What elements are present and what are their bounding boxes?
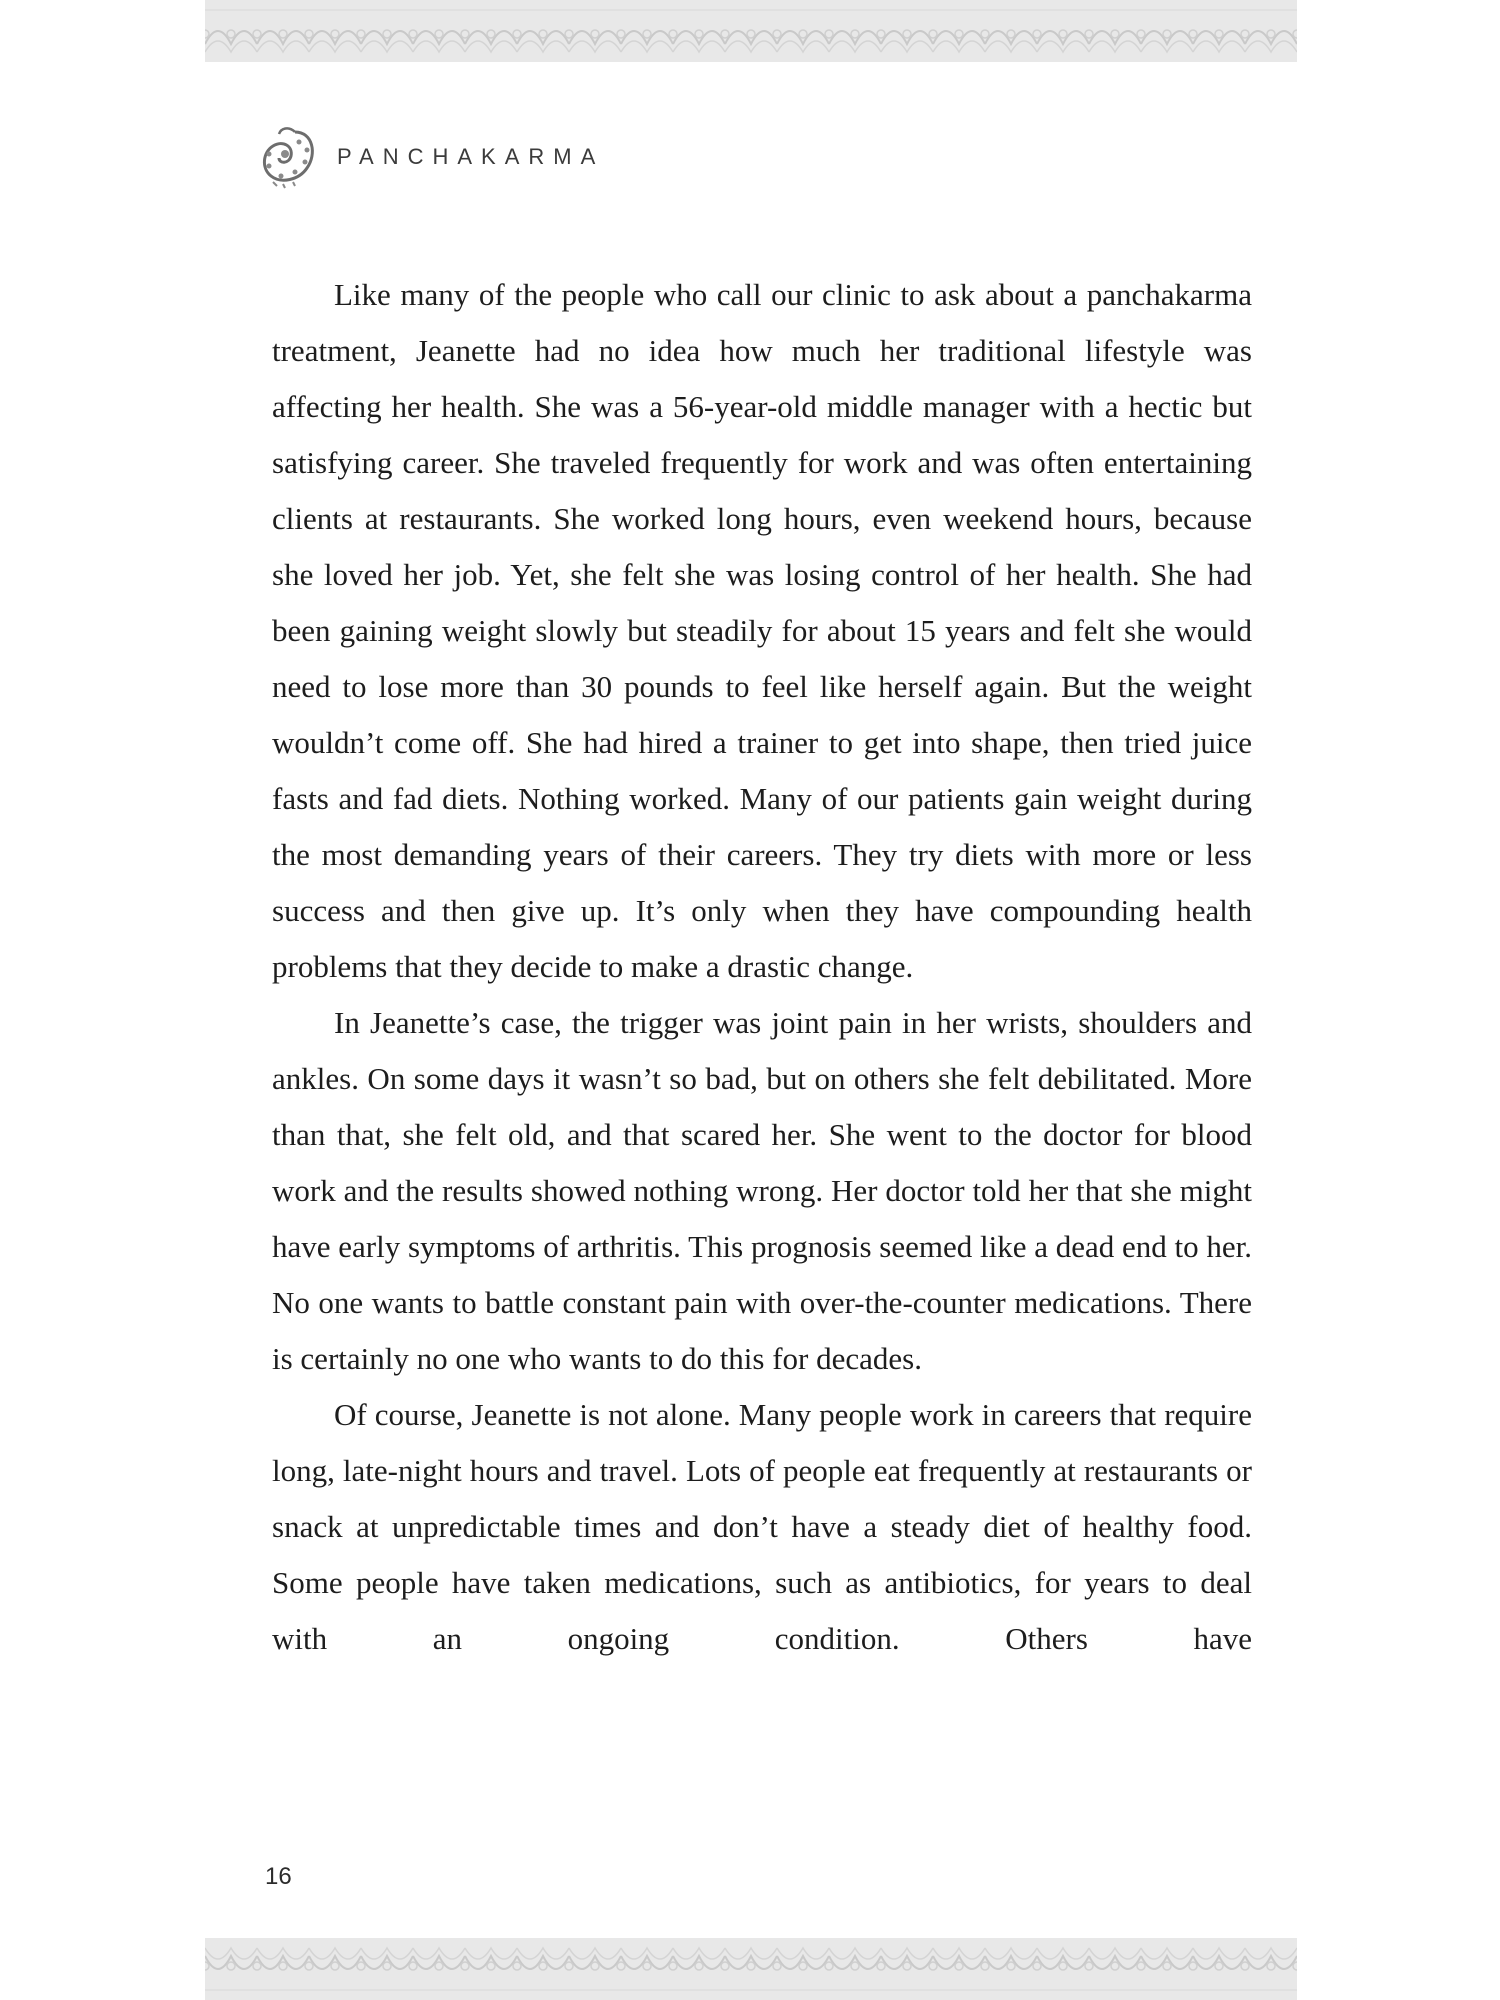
running-head [255,122,604,192]
book-page [205,0,1297,2000]
bottom-lace-border [205,1938,1297,2000]
paragraph: In Jeanette’s case, the trigger was joint pain in her wrists, shoulders and ankles. On some days it wasn’t so bad, but on others she felt debilitated. More than that, she felt old, and that scared her. She went to the doctor for blood work and the results showed nothing wrong. Her doctor told her that she might have early symptoms of arthritis. This prognosis seemed like a dead end to her. No one wants to battle constant pain with over-the-counter medications. There is certainly no one who wants to do this for decades. [272,1005,1253,1376]
top-lace-border [205,0,1297,62]
paisley-ornament-icon [255,124,321,190]
running-title: PANCHAKARMA [337,144,605,169]
paragraph: Like many of the people who call our clinic to ask about a panchakarma treatment, Jeanette had no idea how much her traditional lifestyle was affecting her health. She was a 56-year-old middle manager with a hectic but satisfying career. She traveled frequently for work and was often entertaining clients at restaurants. She worked long hours, even weekend hours, because she loved her job. Yet, she felt she was losing control of her health. She had been gaining weight slowly but steadily for about 15 years and felt she would need to lose more than 30 pounds to feel like herself again. But the weight wouldn’t come off. She had hired a trainer to get into shape, then tried juice fasts and fad diets. Nothing worked. Many of our patients gain weight during the most demanding years of their careers. They try diets with more or less success and then give up. It’s only when they have compounding health problems that they decide to make a drastic change. [272,277,1252,984]
body-text [272,267,1252,1667]
page-number: 16 [265,1863,292,1890]
paragraph-continued: Of course, Jeanette is not alone. Many people work in careers that require long, late-night hours and travel. Lots of people eat frequently at restaurants or snack at unpredictable times and don’t have a steady diet of healthy food. Some people have taken medications, such as antibiotics, for years to deal with an ongoing condition. Others have [272,1397,1252,1656]
